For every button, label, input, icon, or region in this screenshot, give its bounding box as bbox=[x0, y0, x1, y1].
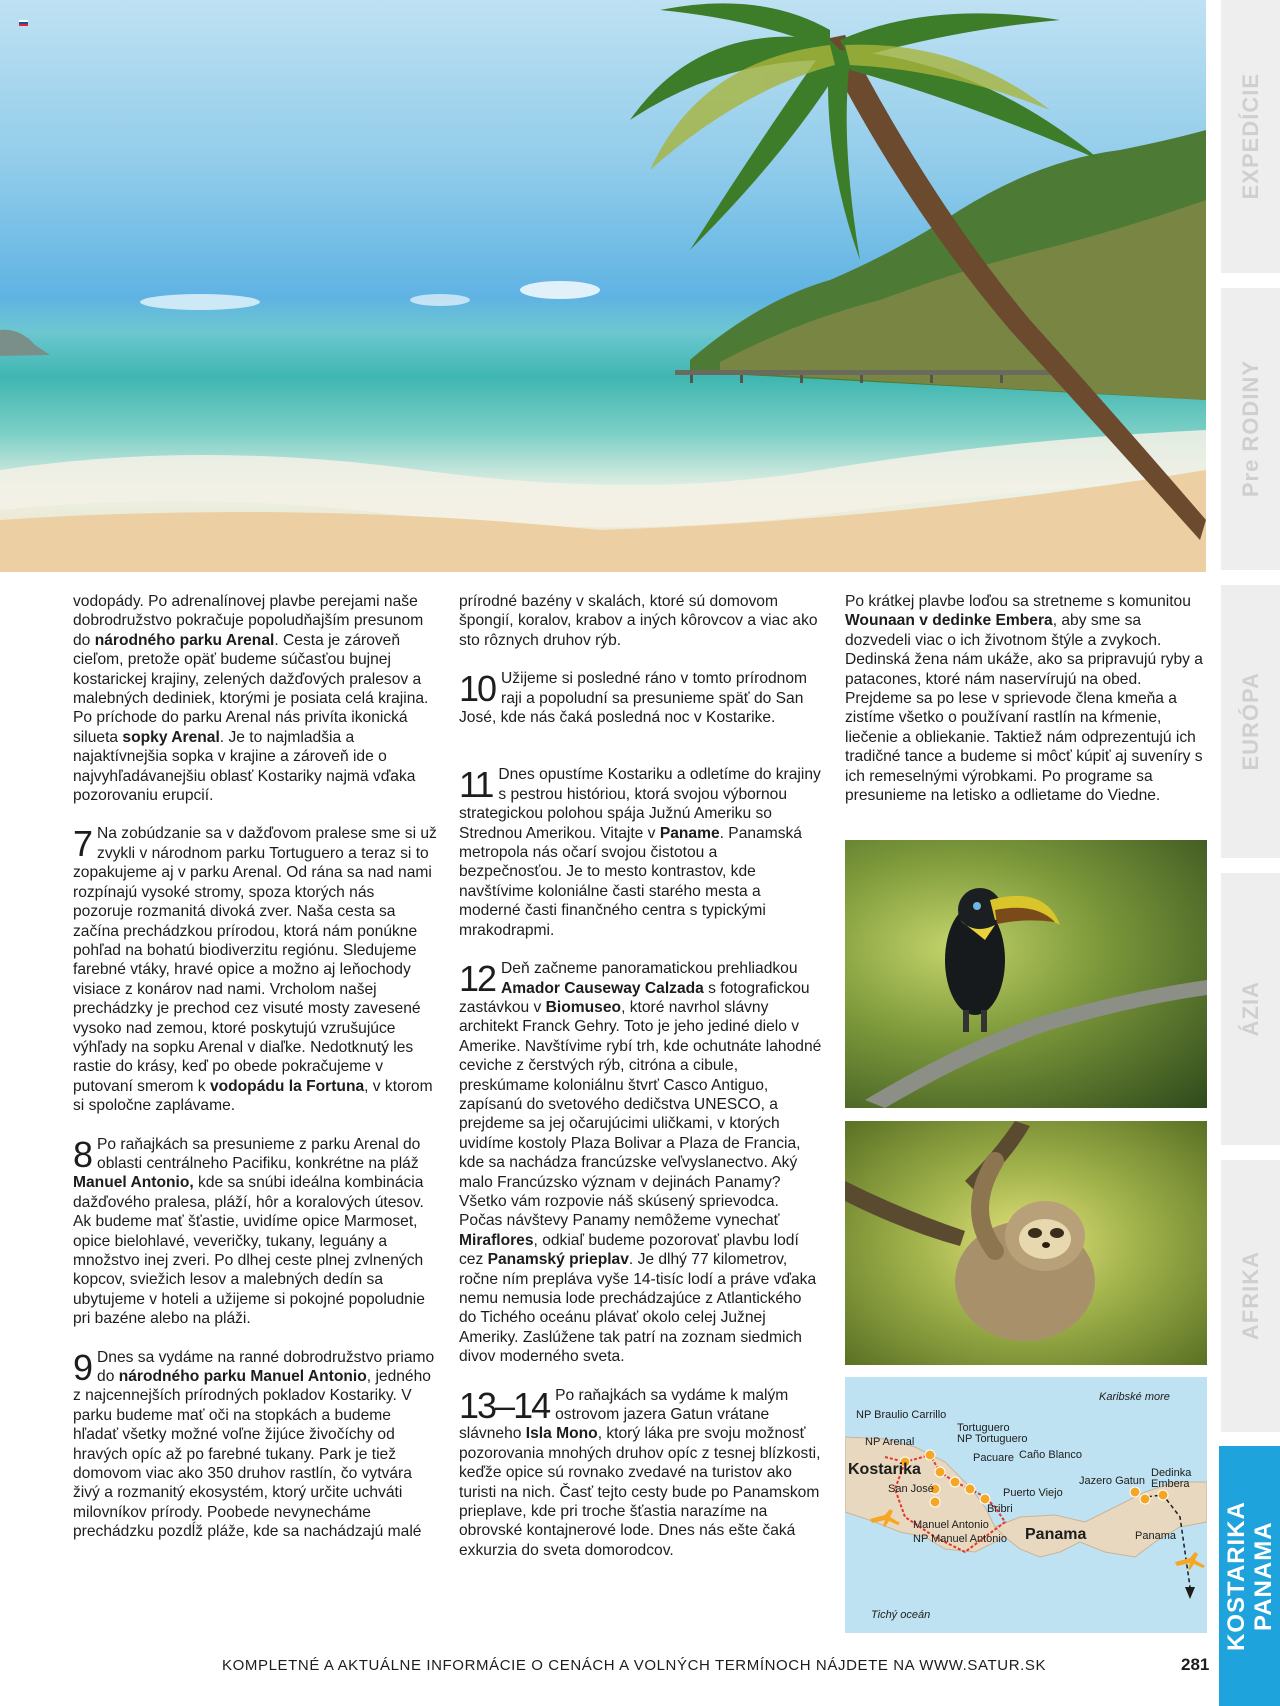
map-label-tortuguero: Tortuguero bbox=[957, 1422, 1010, 1434]
tab-kostarika-panama[interactable] bbox=[1219, 1446, 1280, 1706]
map-label-arenal: NP Arenal bbox=[865, 1436, 915, 1448]
language-flag-icon bbox=[19, 20, 28, 26]
map-label-cano-blanco: Caño Blanco bbox=[1019, 1449, 1082, 1461]
tab-afrika[interactable] bbox=[1221, 1160, 1280, 1432]
day-13-14: 13–14 Po raňajkách sa vydáme k malým ostrovom jazera Gatun vrátane slávneho Isla Mono, ktorý láka pre svoju možnosť pozorovania mnohých druhov opíc z tesnej blízkosti, keďže opice sú rovnako zvedavé na turistov ako turisti na nich. Časť tejto cesty bude po Panamskom prieplave, kde pri troche šťastia narazíme na obrovské kontajnerové lode. Dnes nás ešte čaká exkurzia do sveta domorodcov. bbox=[459, 1384, 821, 1559]
map-label-gatun: Jazero Gatun bbox=[1079, 1475, 1146, 1487]
map-label-embera: Embera bbox=[1151, 1478, 1190, 1490]
day-8: 8 Po raňajkách sa presunieme z parku Arenal do oblasti centrálneho Pacifiku, konkrétne na pláž Manuel Antonio, kde sa snúbi ideálna kombinácia dažďového pralesa, pláží, hôr a koralových útesov. Ak budeme mať šťastie, uvidíme opice Marmoset, opice bielohlavé, veveričky, tukany, leguány a množstvo inej zveri. Po dlhej ceste plnej zvlnených kopcov, sviežich lesov a malebných dedín sa ubytujeme v hoteli a užijeme si pokojné popoludnie pri bazéne alebo na pláži. bbox=[73, 1133, 425, 1328]
text-column-1 bbox=[73, 592, 437, 1561]
map-label-braulio: NP Braulio Carrillo bbox=[856, 1409, 947, 1421]
tab-label: EXPEDÍCIE bbox=[1237, 73, 1263, 200]
day-10: 10 Užijeme si posledné ráno v tomto prírodnom raji a popoludní sa presunieme späť do San José, kde nás čaká posledná noc v Kostarike. bbox=[459, 668, 807, 727]
tab-expedicie[interactable] bbox=[1221, 0, 1280, 273]
footer-info: KOMPLETNÉ A AKTUÁLNE INFORMÁCIE O CENÁCH A VOLNÝCH TERMÍNOCH NÁJDETE NA WWW.SATUR.SK bbox=[222, 1657, 1047, 1674]
map-label-dedinka: Dedinka bbox=[1151, 1467, 1192, 1479]
map-label-panama-city: Panama bbox=[1135, 1530, 1176, 1542]
day-number: 11 bbox=[459, 764, 493, 806]
tab-europa[interactable] bbox=[1221, 585, 1280, 858]
sloth-photo bbox=[845, 1121, 1207, 1365]
map-label-san-jose: San José bbox=[888, 1483, 934, 1495]
text-column-2 bbox=[459, 592, 823, 1579]
map-label-caribbean: Karibské more bbox=[1099, 1391, 1170, 1403]
day-12: 12 Deň začneme panoramatickou prehliadkou Amador Causeway Calzada s fotografickou zastávkou v Biomuseo, ktoré navrhol slávny architekt Franck Gehry. Toto je jeho jediné dielo v Amerike. Navštívime rybí trh, kde ochutnáte lahodné ceviche z čerstvých rýb, citróna a cibule, preskúmame koloniálnu štvrť Casco Antiguo, zapísanú do svetového dedičstva UNESCO, a prejdeme sa jej očarujúcimi uličkami, v ktorých uvidíme kostoly Plaza Bolivar a Plaza de Francia, kde sa nachádza francúzske veľvyslanectvo. Aký malo Francúzsko význam v dejinách Panamy? Všetko vám rozpovie náš skúsený sprievodca. Počas návštevy Panamy nemôžeme vynechať Miraflores, odkiaľ budeme pozorovať plavbu lodí cez Panamský prieplav. Je dlhý 77 kilometrov, ročne ním preplávа vyše 14-tisíc lodí a práve vďaka nemu nemusia lode prechádzajúce z Atlantického do Tichého oceánu plávať okolo celej Južnej Ameriky. Zaslúžene tak patrí na zoznam siedmich divov moderného sveta. bbox=[459, 958, 822, 1366]
text-column-3 bbox=[845, 592, 1207, 824]
day-7: 7 Na zobúdzanie sa v dažďovom pralese sme si už zvykli v národnom parku Tortuguero a teraz si to zopakujeme aj v parku Arenal. Od rána sa nad nami rozpínajú vysoké stromy, spoza ktorých nás pozoruje rozmanitá divoká zver. Naša cesta sa začína prechádzkou prírodou, ktorá nám ponúkne pohľad na bohatú biodiverzitu regiónu. Sledujeme farebné vtáky, hravé opice a možno aj leňochody visiace z konárov nad nami. Vrcholom našej prechádzky je prechod cez visuté mosty zavesené vysoko nad zemou, ktoré poskytujú vzrušujúce výhľady na sopku Arenal v diaľke. Nedotknutý les rastie do krásy, keď po obede pokračujeme v putovaní smerom k vodopádu la Fortuna, v ktorom si spoločne zaplávame. bbox=[73, 823, 437, 1115]
map-label-pacific: Tichý oceán bbox=[871, 1609, 931, 1621]
route-map[interactable] bbox=[845, 1377, 1207, 1633]
map-label-puerto-viejo: Puerto Viejo bbox=[1003, 1487, 1063, 1499]
sloth-illustration bbox=[845, 1121, 1207, 1365]
map-label-np-tortuguero: NP Tortuguero bbox=[957, 1433, 1028, 1445]
page-number: 281 bbox=[1181, 1655, 1210, 1674]
tab-label: ÁZIA bbox=[1237, 981, 1263, 1037]
tab-label: EURÓPA bbox=[1237, 672, 1263, 771]
map-label-kostarika: Kostarika bbox=[848, 1461, 921, 1478]
day-number: 13–14 bbox=[459, 1384, 550, 1426]
beach-illustration bbox=[0, 0, 1206, 572]
tab-azia[interactable] bbox=[1221, 873, 1280, 1145]
map-label-pacuare: Pacuare bbox=[973, 1452, 1014, 1464]
tab-pre-rodiny[interactable] bbox=[1221, 288, 1280, 570]
day-number: 10 bbox=[459, 668, 496, 710]
intro-paragraph: Po krátkej plavbe loďou sa stretneme s komunitou Wounaan v dedinke Embera, aby sme sa dozvedeli viac o ich životnom štýle a zvykoch. Dedinská žena nám ukáže, ako sa pripravujú ryby a patacones, ktoré nám naservírujú na obed. Prejdeme sa po lese v sprievode člena kmeňa a zistíme všetko o používaní rastlín na kŕmenie, liečenie a obliekanie. Taktiež nám odprezentujú ich tradičné tance a budeme si môcť kúpiť aj suveníry s ich remeselnými výrobkami. Po programe sa presunieme na letisko a odlietame do Viedne. bbox=[845, 593, 1203, 805]
day-11: 11 Dnes opustíme Kostariku a odletíme do krajiny s pestrou históriou, ktorá svojou výbornou strategickou polohou spája Južnú Ameriku so Strednou Amerikou. Vitajte v Paname. Panamská metropola nás očarí svojou čistotou a bezpečnosťou. Je to mesto kontrastov, kde navštívime koloniálne časti starého mesta a moderné časti finančného centra s typickými mrakodrapmi. bbox=[459, 764, 821, 939]
toucan-illustration bbox=[845, 840, 1207, 1108]
tab-label bbox=[1223, 1446, 1277, 1706]
map-label-bribri: Bribri bbox=[987, 1503, 1013, 1515]
intro-paragraph: prírodné bazény v skalách, ktoré sú domovom špongií, koralov, krabov a iných kôrovcov a viac ako sto rôznych druhov rýb. bbox=[459, 593, 818, 649]
day-number: 9 bbox=[73, 1346, 92, 1388]
toucan-photo bbox=[845, 840, 1207, 1108]
day-number: 7 bbox=[73, 823, 92, 865]
day-number: 12 bbox=[459, 958, 496, 1000]
day-9: 9 Dnes sa vydáme na ranné dobrodružstvo priamo do národného parku Manuel Antonio, jedného z najcennejších prírodných pokladov Kostariky. V parku budeme mať oči na stopkách a budeme hľadať všetky možné voľne žijúce živočíchy od hravých opíc až po farebné tukany. Park je tiež domovom viac ako 350 druhov rastlín, čo vytvára živý a rozmanitý ekosystém, ktorý určite uchváti milovníkov prírody. Poobede nevynecháme prechádzku pozdĺž pláže, kde sa nachádzajú malé bbox=[73, 1346, 435, 1541]
map-label-panama-country: Panama bbox=[1025, 1526, 1087, 1543]
tab-label: Pre RODINY bbox=[1237, 360, 1263, 498]
map-label-np-manuel-antonio: NP Manuel Antonio bbox=[913, 1533, 1007, 1545]
map-label-manuel-antonio: Manuel Antonio bbox=[913, 1519, 989, 1531]
tab-label-line2: PANAMA bbox=[1249, 1521, 1277, 1631]
day-number: 8 bbox=[73, 1133, 92, 1175]
tab-label: AFRIKA bbox=[1237, 1251, 1263, 1341]
intro-paragraph: vodopády. Po adrenalínovej plavbe perejami naše dobrodružstvo pokračuje popoludňajším presunom do národného parku Arenal. Cesta je zároveň cieľom, pretože opäť budeme súčasťou bujnej kostarickej krajiny, zelených dažďových pralesov a malebných dediniek, ktorými je posiata celá krajina. Po príchode do parku Arenal nás privíta ikonická silueta sopky Arenal. Je to najmladšia a najaktívnejšia sopka v krajine a zároveň ide o najvyhľadávanejšiu oblasť Kostariky najmä vďaka pozorovaniu erupcií. bbox=[73, 593, 429, 805]
tab-label-line1: KOSTARIKA bbox=[1222, 1501, 1250, 1651]
hero-beach-photo bbox=[0, 0, 1206, 572]
